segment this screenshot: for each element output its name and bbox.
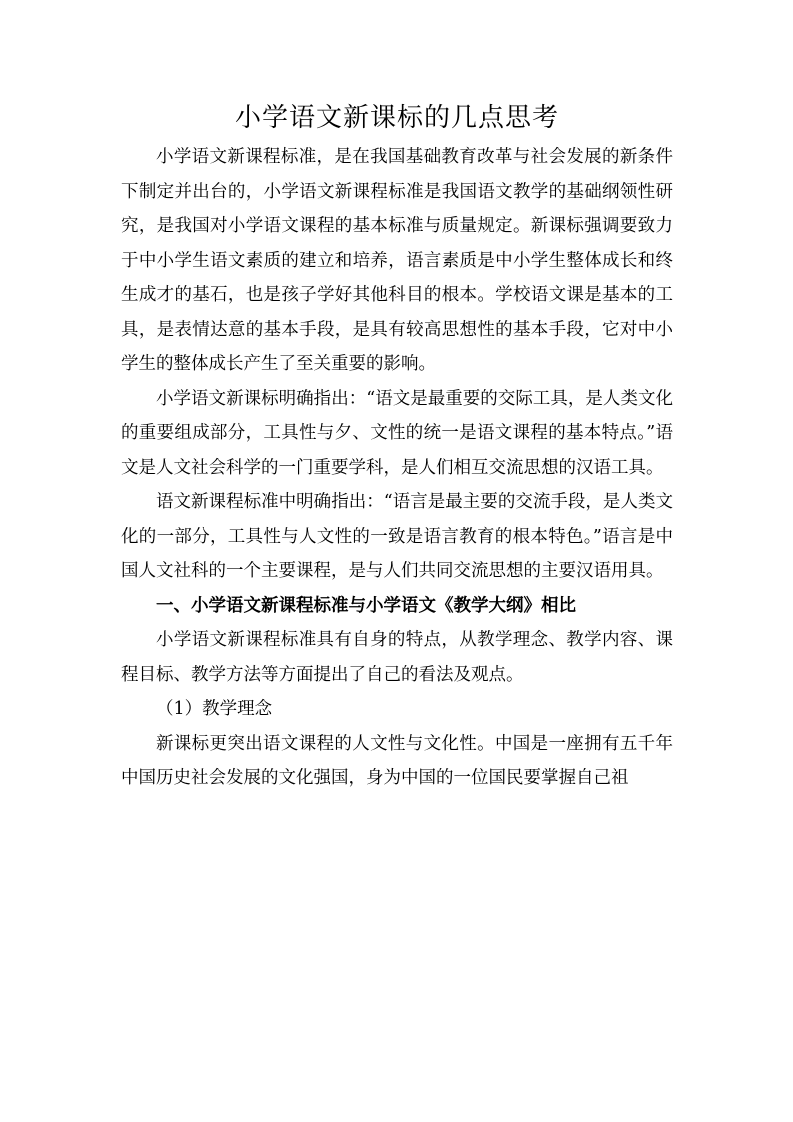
paragraph-curriculum-quote: 小学语文新课标明确指出：“语文是最重要的交际工具，是人类文化的重要组成部分，工具性与夕、文性的统一是语文课程的基本特点。”语文是人文社会科学的一门重要学科，是人们相互交流思想的汉语工具。 bbox=[121, 388, 673, 478]
section-heading: 一、小学语文新课程标准与小学语文《教学大纲》相比 bbox=[156, 595, 576, 616]
document-title: 小学语文新课标的几点思考 bbox=[234, 103, 559, 133]
document-body bbox=[121, 98, 673, 796]
paragraph-standard-quote: 语文新课程标准中明确指出：“语言是最主要的交流手段，是人类文化的一部分，工具性与人文性的一致是语言教育的根本特色。”语言是中国人文社科的一个主要课程，是与人们共同交流思想的主要汉语用具。 bbox=[121, 492, 673, 581]
subsection-paragraph: 新课标更突出语文课程的人文性与文化性。中国是一座拥有五千年中国历史社会发展的文化强国，身为中国的一位国民要掌握自己祖 bbox=[121, 733, 673, 788]
section-paragraph: 小学语文新课程标准具有自身的特点，从教学理念、教学内容、课程目标、教学方法等方面提出了自己的看法及观点。 bbox=[121, 630, 673, 685]
subsection-heading: （1）教学理念 bbox=[156, 699, 273, 719]
paragraph-intro: 小学语文新课程标准，是在我国基础教育改革与社会发展的新条件下制定并出台的，小学语文新课程标准是我国语文教学的基础纲领性研究，是我国对小学语文课程的基本标准与质量规定。新课标强调要致力于中小学生语文素质的建立和培养，语言素质是中小学生整体成长和终生成才的基石，也是孩子学好其他科目的根本。学校语文课是基本的工具，是表情达意的基本手段，是具有较高思想性的基本手段，它对中小学生的整体成长产生了至关重要的影响。 bbox=[121, 147, 673, 374]
